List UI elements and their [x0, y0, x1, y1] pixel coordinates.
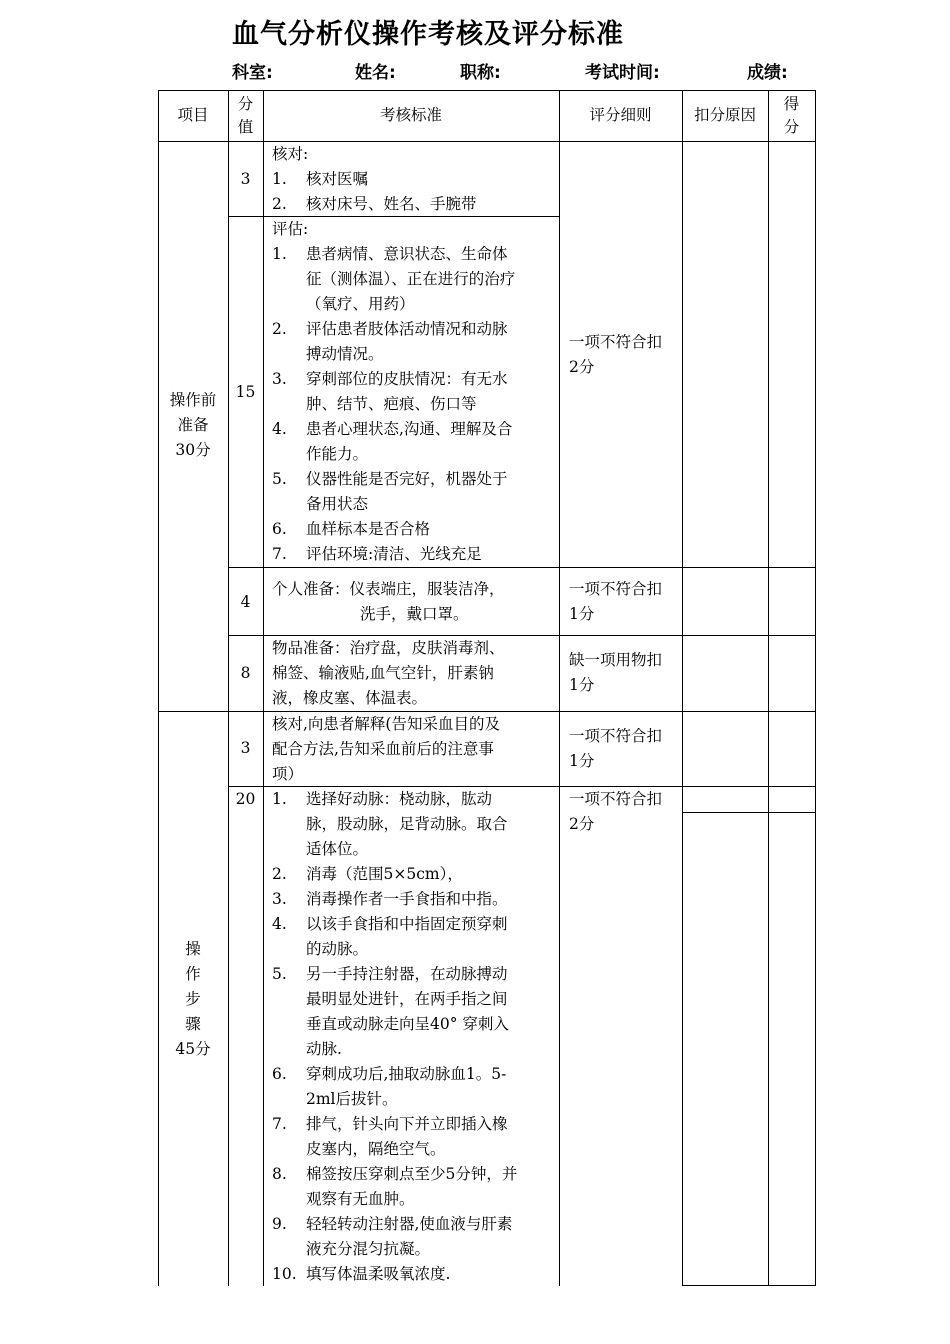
- list-number: 4.: [272, 915, 287, 933]
- list-number: 9.: [272, 1215, 287, 1233]
- list-text: 另一手持注射器，在动脉搏动: [306, 965, 508, 983]
- list-text: 最明显处进针，在两手指之间: [306, 990, 508, 1008]
- criteria-text: 个人准备：仪表端庄，服装洁净，: [272, 580, 505, 598]
- exam-time-label: 考试时间:: [585, 63, 660, 83]
- dept-label: 科室:: [232, 63, 273, 83]
- list-text: 穿刺成功后,抽取动脉血1。5-: [306, 1065, 507, 1083]
- row-points: 4: [240, 593, 251, 611]
- list-text: 以该手食指和中指固定预穿刺: [306, 915, 508, 933]
- table-border: [682, 90, 683, 1286]
- list-text: 患者心理状态,沟通、理解及合: [306, 420, 513, 438]
- header-points-2: 值: [237, 118, 254, 136]
- header-deduct: 扣分原因: [693, 106, 756, 124]
- list-number: 10.: [272, 1265, 297, 1283]
- scoring-rule: 一项不符合扣: [569, 333, 663, 351]
- cell-text: 30分: [175, 441, 211, 459]
- list-number: 4.: [272, 420, 287, 438]
- criteria-text: 核对,向患者解释(告知采血目的及: [272, 715, 500, 733]
- list-text: 患者病情、意识状态、生命体: [306, 245, 508, 263]
- list-text: 棉签按压穿刺点至少5分钟，并: [306, 1165, 518, 1183]
- scoring-rule: 一项不符合扣: [569, 790, 663, 808]
- table-border: [682, 812, 816, 813]
- scoring-rule: 1分: [569, 605, 595, 623]
- document-title: 血气分析仪操作考核及评分标准: [232, 19, 624, 50]
- list-text: 填写体温柔吸氧浓度.: [306, 1265, 451, 1283]
- list-text: 适体位。: [306, 840, 369, 858]
- cell-text: 操作前: [169, 391, 217, 409]
- list-text: 观察有无血肿。: [306, 1190, 415, 1208]
- row-heading: 评估:: [272, 220, 309, 238]
- list-text: 皮塞内，隔绝空气。: [306, 1140, 446, 1158]
- list-number: 5.: [272, 470, 287, 488]
- row-points: 15: [235, 383, 256, 401]
- list-number: 6.: [272, 520, 287, 538]
- list-text: 的动脉。: [306, 940, 369, 958]
- name-label: 姓名:: [355, 63, 396, 83]
- list-text: 搏动情况。: [306, 345, 384, 363]
- table-border: [768, 90, 769, 1286]
- header-rules: 评分细则: [589, 106, 652, 124]
- scoring-rule: 一项不符合扣: [569, 580, 663, 598]
- list-text: 选择好动脉：桡动脉，肱动: [306, 790, 493, 808]
- header-points-1: 分: [237, 95, 254, 113]
- criteria-text: 项）: [272, 765, 304, 783]
- list-text: 血样标本是否合格: [306, 520, 431, 538]
- table-border: [815, 90, 816, 1286]
- list-number: 2.: [272, 195, 287, 213]
- list-text: （氧疗、用药）: [306, 295, 415, 313]
- header-item: 项目: [177, 106, 209, 124]
- list-number: 3.: [272, 370, 287, 388]
- table-border: [158, 90, 816, 91]
- scoring-rule: 1分: [569, 676, 595, 694]
- criteria-text: 洗手，戴口罩。: [360, 605, 469, 623]
- list-text: 2ml后拔针。: [306, 1090, 398, 1108]
- table-border: [228, 90, 229, 1286]
- scoring-rule: 1分: [569, 752, 595, 770]
- header-criteria: 考核标准: [379, 106, 442, 124]
- rank-label: 职称:: [460, 63, 501, 83]
- criteria-text: 物品准备：治疗盘，皮肤消毒剂、: [272, 639, 505, 657]
- row-points: 8: [240, 664, 251, 682]
- scoring-rule: 2分: [569, 358, 595, 376]
- list-text: 核对医嘱: [306, 170, 369, 188]
- list-text: 穿刺部位的皮肤情况：有无水: [306, 370, 508, 388]
- list-number: 6.: [272, 1065, 287, 1083]
- row-points: 3: [240, 739, 251, 757]
- cell-text: 作: [185, 965, 201, 983]
- table-border: [263, 90, 264, 1286]
- list-text: 轻轻转动注射器,使血液与肝素: [306, 1215, 513, 1233]
- header-got-2: 分: [783, 118, 800, 136]
- cell-text: 45分: [175, 1040, 211, 1058]
- table-border: [158, 90, 159, 1286]
- list-text: 征（测体温）、正在进行的治疗: [306, 270, 516, 288]
- scoring-rule: 缺一项用物扣: [569, 651, 663, 669]
- header-got-1: 得: [783, 95, 800, 113]
- criteria-text: 液，橡皮塞、体温表。: [272, 689, 428, 707]
- list-text: 肿、结节、疤痕、伤口等: [306, 395, 477, 413]
- list-number: 8.: [272, 1165, 287, 1183]
- criteria-text: 配合方法,告知采血前后的注意事: [272, 740, 494, 758]
- list-number: 7.: [272, 1115, 287, 1133]
- table-border: [682, 1285, 816, 1286]
- list-number: 1.: [272, 170, 287, 188]
- criteria-text: 棉签、输液贴,血气空针，肝素钠: [272, 664, 494, 682]
- list-text: 消毒操作者一手食指和中指。: [306, 890, 508, 908]
- table-border: [228, 567, 816, 568]
- list-number: 5.: [272, 965, 287, 983]
- list-text: 动脉.: [306, 1040, 342, 1058]
- score-label: 成绩:: [747, 63, 788, 83]
- list-text: 核对床号、姓名、手腕带: [306, 195, 477, 213]
- row-heading: 核对:: [272, 145, 309, 163]
- list-number: 2.: [272, 865, 287, 883]
- row-points: 3: [240, 170, 251, 188]
- list-number: 7.: [272, 545, 287, 563]
- list-number: 3.: [272, 890, 287, 908]
- list-number: 2.: [272, 320, 287, 338]
- cell-text: 准备: [177, 416, 209, 434]
- scoring-rule: 一项不符合扣: [569, 727, 663, 745]
- list-number: 1.: [272, 245, 287, 263]
- list-text: 脉，股动脉，足背动脉。取合: [306, 815, 508, 833]
- list-text: 垂直或动脉走向呈40° 穿刺入: [306, 1015, 509, 1033]
- list-text: 评估患者肢体活动情况和动脉: [306, 320, 508, 338]
- list-text: 作能力。: [306, 445, 369, 463]
- row-points: 20: [235, 790, 256, 808]
- cell-text: 骤: [185, 1015, 201, 1033]
- list-number: 1.: [272, 790, 287, 808]
- list-text: 评估环境:清洁、光线充足: [306, 545, 482, 563]
- list-text: 仪器性能是否完好，机器处于: [306, 470, 508, 488]
- cell-text: 操: [185, 940, 201, 958]
- table-border: [559, 90, 560, 1286]
- scoring-rule: 2分: [569, 815, 595, 833]
- list-text: 消毒（范围5×5cm），: [306, 865, 463, 883]
- table-border: [158, 141, 816, 142]
- cell-text: 步: [185, 990, 201, 1008]
- list-text: 液充分混匀抗凝。: [306, 1240, 431, 1258]
- list-text: 备用状态: [306, 495, 369, 513]
- list-text: 排气，针头向下并立即插入橡: [306, 1115, 508, 1133]
